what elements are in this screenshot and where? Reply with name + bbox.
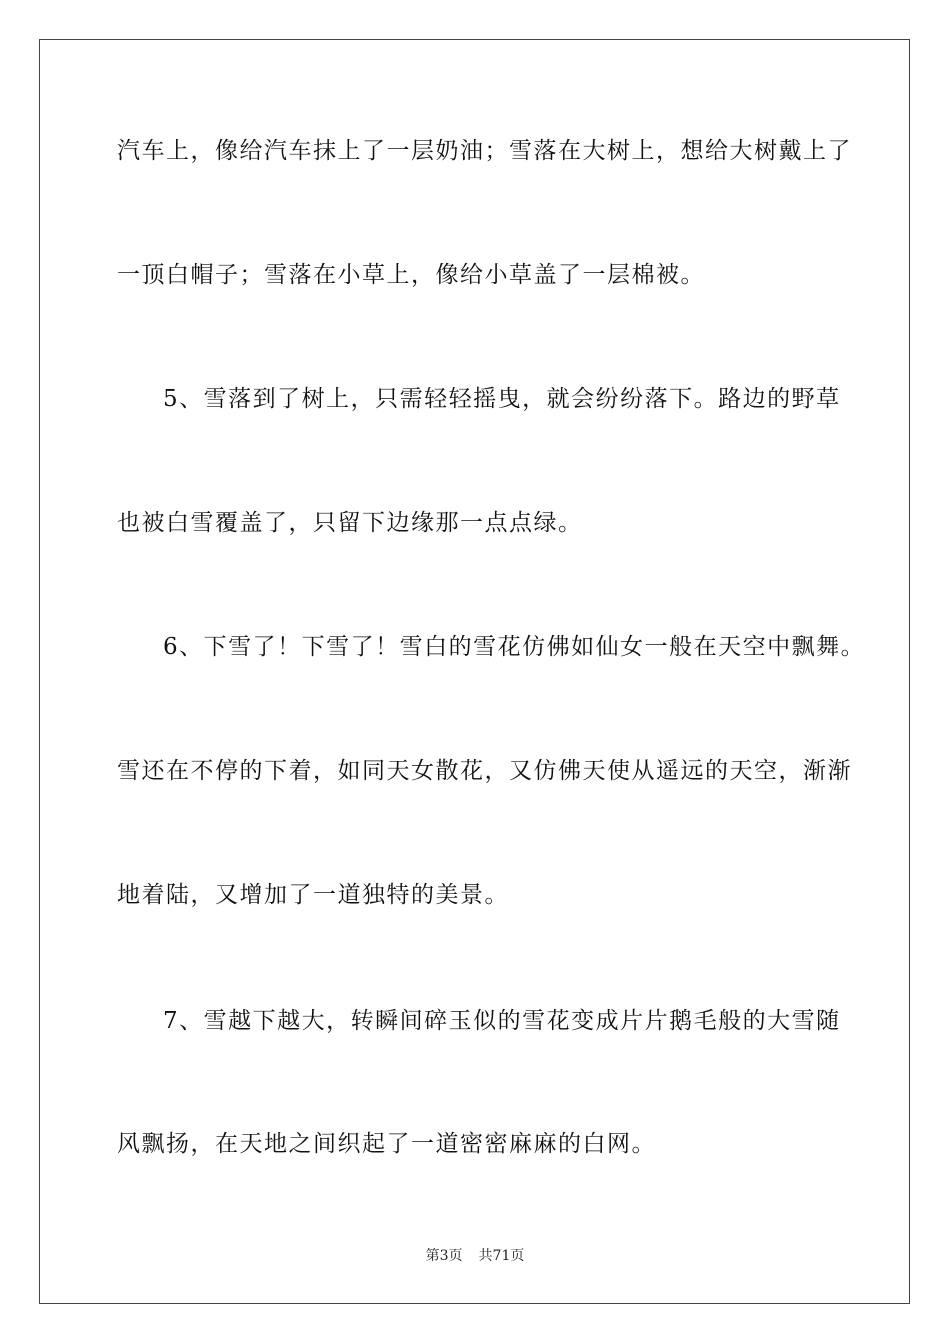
text-line-5: 6、下雪了！下雪了！雪白的雪花仿佛如仙女一般在天空中飘舞。 <box>163 634 866 660</box>
page-total: 共71页 <box>478 1248 525 1264</box>
text-line-4: 也被白雪覆盖了，只留下边缘那一点点绿。 <box>117 510 583 536</box>
page-footer <box>0 1247 950 1265</box>
text-line-6: 雪还在不停的下着，如同天女散花，又仿佛天使从遥远的天空，渐渐 <box>117 758 852 784</box>
text-line-9: 风飘扬，在天地之间织起了一道密密麻麻的白网。 <box>117 1131 656 1157</box>
text-line-1: 汽车上，像给汽车抹上了一层奶油；雪落在大树上，想给大树戴上了 <box>117 138 852 164</box>
text-line-3: 5、雪落到了树上，只需轻轻摇曳，就会纷纷落下。路边的野草 <box>163 386 841 412</box>
text-line-2: 一顶白帽子；雪落在小草上，像给小草盖了一层棉被。 <box>117 262 705 288</box>
text-line-7: 地着陆，又增加了一道独特的美景。 <box>117 882 509 908</box>
page-border <box>39 39 910 1304</box>
page-number: 第3页 <box>425 1248 463 1264</box>
text-line-8: 7、雪越下越大，转瞬间碎玉似的雪花变成片片鹅毛般的大雪随 <box>163 1008 841 1034</box>
